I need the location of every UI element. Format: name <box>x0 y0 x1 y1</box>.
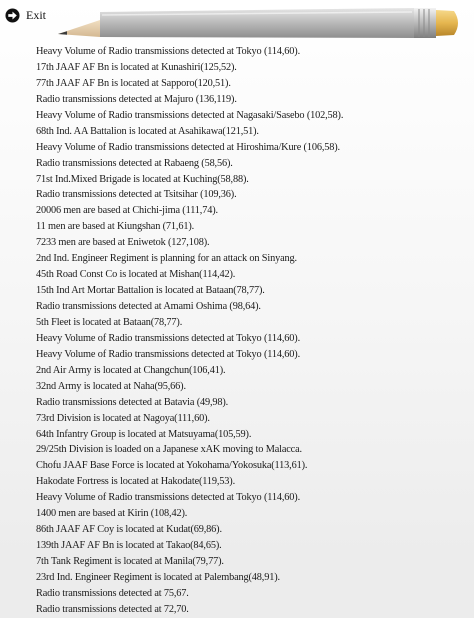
exit-label: Exit <box>26 8 46 22</box>
intel-message: Radio transmissions detected at 72,70. <box>36 603 189 615</box>
intel-message: 86th JAAF AF Coy is located at Kudat(69,86). <box>36 524 222 536</box>
intel-message: Radio transmissions detected at Amami Oshima (98,64). <box>36 301 261 312</box>
intel-message: 77th JAAF AF Bn is located at Sapporo(120,51). <box>36 77 231 89</box>
intel-message: 73rd Division is located at Nagoya(111,60). <box>36 412 210 424</box>
intel-message: Heavy Volume of Radio transmissions detected at Nagasaki/Sasebo (102,58). <box>36 109 344 121</box>
intel-message: 15th Ind Art Mortar Battalion is located at Bataan(78,77). <box>36 285 265 297</box>
intel-message: 23rd Ind. Engineer Regiment is located at Palembang(48,91). <box>36 571 280 583</box>
intel-message: 20006 men are based at Chichi-jima (111,74). <box>36 205 218 217</box>
exit-button[interactable] <box>5 8 46 23</box>
intel-message: Heavy Volume of Radio transmissions detected at Tokyo (114,60). <box>36 332 300 344</box>
intel-message: Radio transmissions detected at Majuro (136,119). <box>36 93 237 105</box>
pencil-icon <box>58 4 466 42</box>
intel-message: Chofu JAAF Base Force is located at Yokohama/Yokosuka(113,61). <box>36 460 308 472</box>
intel-message: 17th JAAF AF Bn is located at Kunashiri(125,52). <box>36 61 237 73</box>
intel-message: Heavy Volume of Radio transmissions detected at Tokyo (114,60). <box>36 492 300 504</box>
intel-message: 71st Ind.Mixed Brigade is located at Kuching(58,88). <box>36 173 249 185</box>
intel-message: 32nd Army is located at Naha(95,66). <box>36 380 186 392</box>
intel-message: Heavy Volume of Radio transmissions detected at Tokyo (114,60). <box>36 348 300 360</box>
intel-message: 1400 men are based at Kirin (108,42). <box>36 508 188 520</box>
intel-message: 7th Tank Regiment is located at Manila(79,77). <box>36 556 224 567</box>
intel-message: Radio transmissions detected at Tsitsihar (109,36). <box>36 189 237 201</box>
intel-message: Heavy Volume of Radio transmissions detected at Tokyo (114,60). <box>36 46 300 57</box>
intel-message: Radio transmissions detected at Rabaeng (58,56). <box>36 157 233 169</box>
intel-message: 2nd Ind. Engineer Regiment is planning for an attack on Sinyang. <box>36 253 297 265</box>
intel-message: 139th JAAF AF Bn is located at Takao(84,65). <box>36 540 222 552</box>
intel-message: Radio transmissions detected at Batavia (49,98). <box>36 396 229 408</box>
intel-message: 64th Infantry Group is located at Matsuyama(105,59). <box>36 428 252 440</box>
intel-message: 2nd Air Army is located at Changchun(106,41). <box>36 364 226 376</box>
intel-message: 7233 men are based at Eniwetok (127,108). <box>36 237 210 249</box>
intel-message: 29/25th Division is loaded on a Japanese xAK moving to Malacca. <box>36 444 302 456</box>
intel-message: Heavy Volume of Radio transmissions detected at Hiroshima/Kure (106,58). <box>36 141 340 153</box>
intel-message: 68th Ind. AA Battalion is located at Asahikawa(121,51). <box>36 125 259 137</box>
intel-message: 45th Road Const Co is located at Mishan(114,42). <box>36 269 236 281</box>
arrow-right-circle-icon <box>5 8 20 23</box>
intel-message: 11 men are based at Kiungshan (71,61). <box>36 221 195 233</box>
intel-message: Radio transmissions detected at 75,67. <box>36 587 189 599</box>
intel-message: 5th Fleet is located at Bataan(78,77). <box>36 316 183 328</box>
intel-message: Hakodate Fortress is located at Hakodate(119,53). <box>36 476 236 488</box>
intel-report-list <box>36 44 466 618</box>
